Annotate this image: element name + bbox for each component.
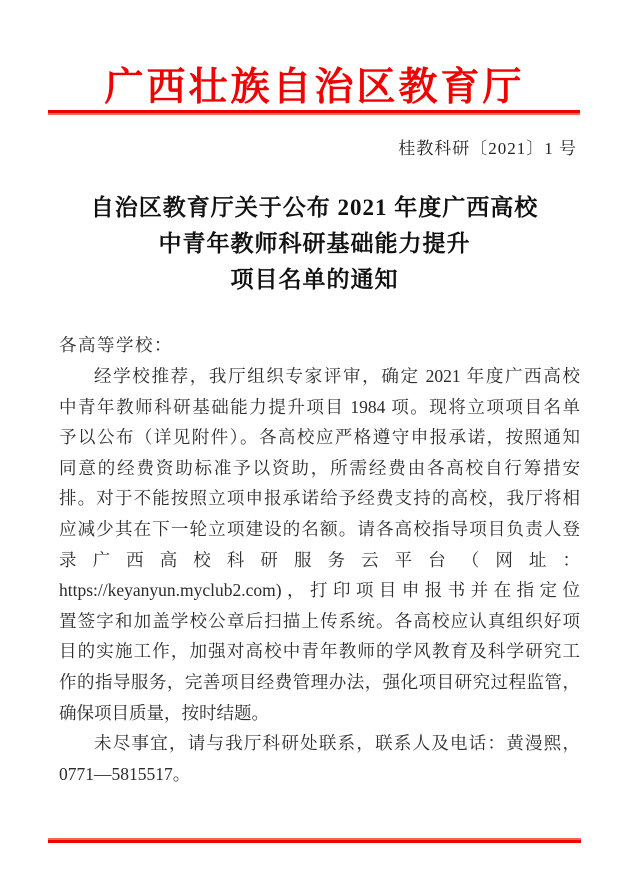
body-line: 经学校推荐，我厅组织专家评审，确定 2021 年度广西高校 [94, 366, 580, 386]
body-line: 应减少其在下一轮立项建设的名额。请各高校指导项目负责人登 [59, 518, 580, 539]
body-line: https://keyanyun.myclub2.com)，打印项目申报书并在指定位 [59, 580, 580, 601]
body-line: 排。对于不能按照立项申报承诺给予经费支持的高校，我厅将相 [59, 488, 580, 509]
notice-title-line: 项目名单的通知 [230, 267, 399, 292]
body-line: 未尽事宜，请与我厅科研处联系，联系人及电话：黄漫熙， [94, 733, 580, 754]
document-number: 桂教科研〔2021〕1 号 [398, 139, 577, 158]
body-line: 中青年教师科研基础能力提升项目 1984 项。现将立项项目名单 [59, 396, 580, 417]
body-line: 予以公布（详见附件）。各高校应严格遵守申报承诺，按照通知 [59, 427, 580, 448]
body-line: 同意的经费资助标准予以资助，所需经费由各高校自行筹措安 [59, 457, 580, 478]
body-line: 作的指导服务，完善项目经费管理办法，强化项目研究过程监管， [59, 671, 580, 692]
notice-title-line: 自治区教育厅关于公布 2021 年度广西高校 [90, 195, 539, 220]
header-divider [48, 110, 580, 115]
agency-name: 广西壮族自治区教育厅 [104, 66, 525, 109]
body-line: 确保项目质量，按时结题。 [59, 702, 269, 723]
notice-title-line: 中青年教师科研基础能力提升 [158, 231, 471, 256]
body-line: 0771—5815517。 [59, 763, 191, 784]
notice-title [0, 190, 629, 298]
footer-divider [48, 838, 581, 843]
salutation: 各高等学校： [59, 335, 173, 355]
body-line: 目的实施工作，加强对高校中青年教师的学风教育及科学研究工 [59, 641, 580, 662]
body-line: 录 广 西 高 校 科 研 服 务 云 平 台 （ 网 址 ： [59, 549, 580, 570]
notice-body [59, 361, 580, 789]
body-line: 置签字和加盖学校公章后扫描上传系统。各高校应认真组织好项 [59, 610, 580, 631]
